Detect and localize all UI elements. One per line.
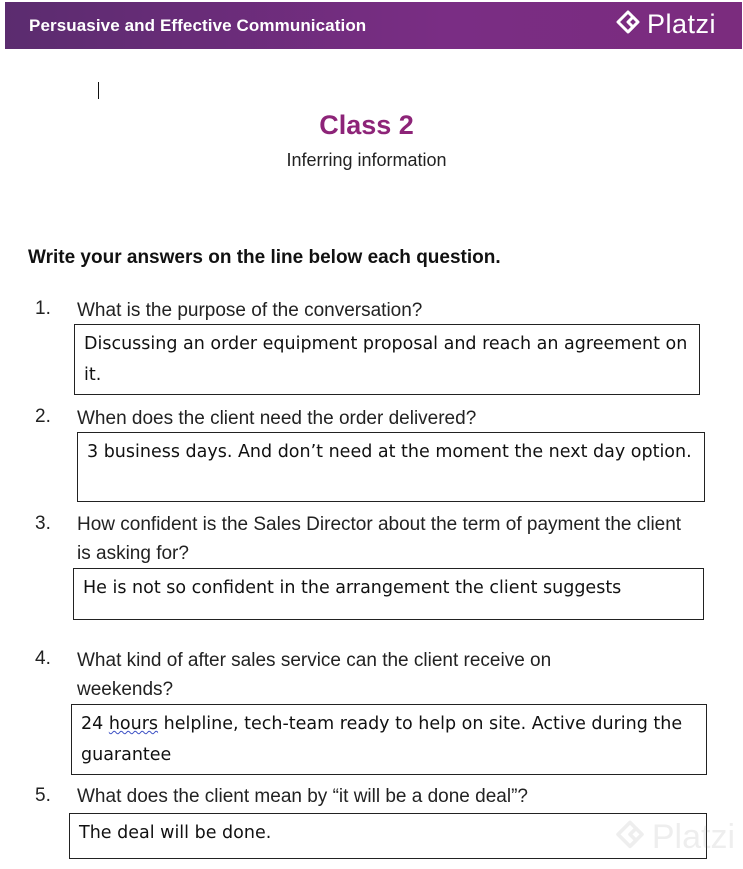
watermark-text: Platzi — [651, 818, 735, 856]
class-subtitle: Inferring information — [286, 150, 447, 170]
course-header-bar — [5, 2, 742, 49]
answer-text-end: helpline, tech-team ready to help on site. Active during the guarantee — [81, 714, 683, 765]
spellcheck-flagged-word: hours — [108, 714, 159, 734]
instructions: Write your answers on the line below each question. — [28, 247, 501, 268]
question-number: 2. — [35, 406, 51, 427]
question-text: What is the purpose of the conversation? — [77, 300, 423, 321]
platzi-watermark — [614, 818, 735, 857]
answer-box[interactable]: He is not so confident in the arrangement the client suggests — [73, 568, 704, 620]
answer-box[interactable]: Discussing an order equipment proposal and reach an agreement on it. — [74, 324, 700, 395]
platzi-logo-icon — [615, 10, 641, 40]
question-text: When does the client need the order delivered? — [77, 408, 477, 429]
answer-box[interactable]: 3 business days. And don’t need at the moment the next day option. — [77, 432, 705, 502]
answer-box[interactable]: The deal will be done. — [69, 813, 707, 859]
question-text: How confident is the Sales Director about the term of payment the client is asking for? — [77, 514, 682, 564]
class-title: Class 2 — [319, 110, 414, 140]
question-number: 4. — [35, 648, 51, 669]
answer-text-start: 24 — [81, 714, 109, 734]
question-text: What does the client mean by “it will be a done deal”? — [77, 786, 528, 807]
text-cursor — [98, 82, 99, 99]
question-number: 3. — [35, 513, 51, 534]
question-number: 5. — [35, 785, 51, 806]
answer-box[interactable] — [71, 704, 707, 775]
course-title: Persuasive and Effective Communication — [29, 16, 367, 35]
question-number: 1. — [35, 298, 51, 319]
platzi-watermark-icon — [614, 820, 646, 856]
brand-name: Platzi — [646, 9, 716, 39]
platzi-logo — [615, 9, 716, 40]
question-text: What kind of after sales service can the client receive on weekends? — [77, 650, 552, 700]
